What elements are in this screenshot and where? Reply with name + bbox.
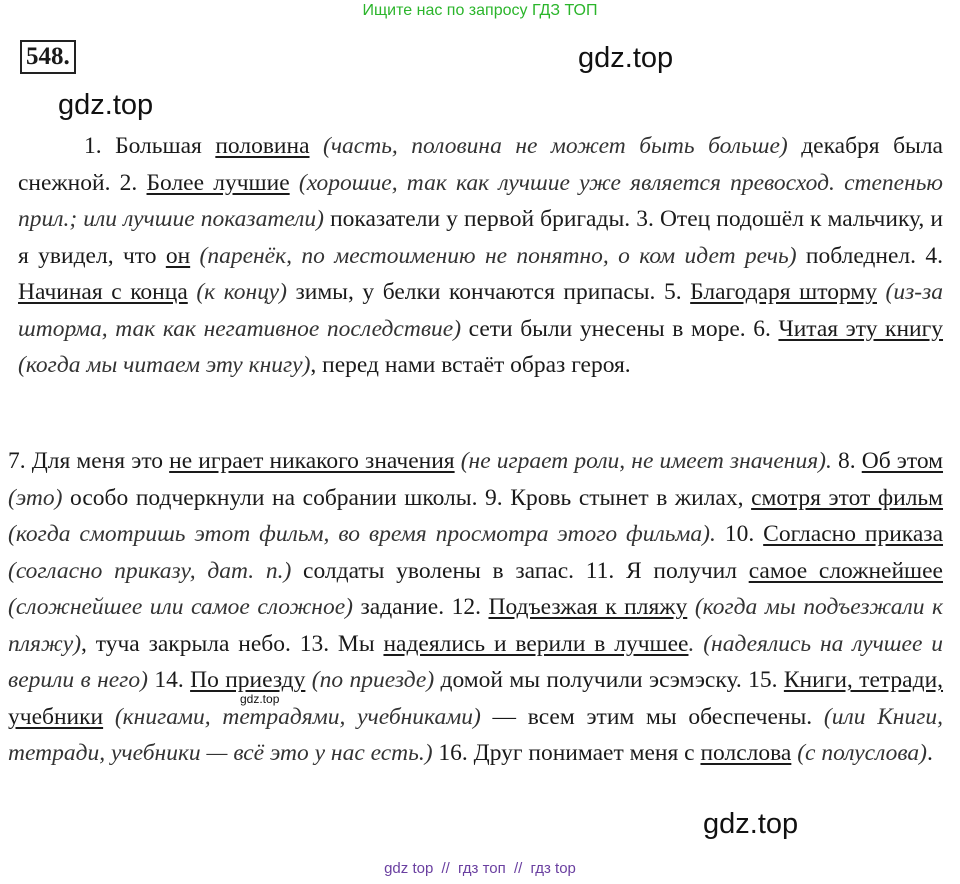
sentence-9: 9. Кровь стынет в жилах, смотря этот фильм (когда смотришь этот фильм, во время просмотра этого фильма). — [8, 484, 944, 547]
footer-link-gdz-top[interactable]: gdz top — [384, 860, 434, 877]
sentence-2: 2. Более лучшие (хорошие, так как лучшие уже является превосход. степенью прил.; или лучшие показатели) показатели у первой бригады. — [18, 169, 944, 232]
top-banner: Ищите нас по запросу ГДЗ ТОП — [362, 2, 598, 19]
sentence-16: 16. Друг понимает меня с полслова (с полуслова). — [432, 740, 933, 766]
sentence-10: 10. Согласно приказа (согласно приказу, дат. п.) солдаты уволены в запас. — [8, 521, 944, 584]
sentence-1: 1. Большая половина (часть, половина не может быть больше) декабря была снежной. — [18, 133, 943, 196]
footer-link-gdz-top-mixed[interactable]: гдз top — [530, 860, 576, 877]
sentence-11: 11. Я получил самое сложнейшее (сложнейшее или самое сложное) задание. — [8, 557, 943, 620]
footer-links — [0, 860, 960, 877]
sentence-14: 14. По приезду (по приезде) домой мы получили эсэмэску. — [154, 667, 749, 693]
exercise-number: 548. — [20, 40, 76, 74]
footer-separator: // — [513, 860, 523, 877]
footer-link-gdz-top-ru[interactable]: гдз топ — [458, 860, 506, 877]
sentence-12: 12. Подъезжая к пляжу (когда мы подъезжали к пляжу), туча закрыла небо. — [8, 594, 944, 657]
watermark-bottom-right: gdz.top — [703, 808, 799, 840]
sentence-4: 4. Начиная с конца (к концу) зимы, у белки кончаются припасы. — [18, 242, 943, 305]
sentence-8: 8. Об этом (это) особо подчеркнули на собрании школы. — [8, 448, 944, 511]
watermark-top-left: gdz.top — [58, 89, 154, 121]
sentence-6: 6. Читая эту книгу (когда мы читаем эту книгу), перед нами встаёт образ героя. — [18, 315, 944, 378]
watermark-top-right: gdz.top — [578, 42, 674, 74]
answer-paragraph-1 — [18, 128, 943, 384]
sentence-7: 7. Для меня это не играет никакого значения (не играет роли, не имеет значения). — [8, 448, 832, 474]
footer-separator: // — [441, 860, 450, 877]
sentence-5: 5. Благодаря шторму (из-за шторма, так как негативное последствие) сети были унесены в море. — [18, 279, 944, 342]
sentence-13: 13. Мы надеялись и верили в лучшее. (надеялись на лучшее и верили в него) — [8, 630, 943, 693]
watermark-small: gdz.top — [240, 692, 280, 706]
sentence-3: 3. Отец подошёл к мальчику, и я увидел, что он (паренёк, по местоимению не понятно, о ком идет речь) побледнел. — [18, 206, 943, 269]
sentence-15: 15. Книги, тетради, учебники (книгами, тетрадями, учебниками) — всем этим мы обеспечены. (или Книги, тетради, учебники — всё это у нас есть.) — [8, 667, 944, 766]
answer-paragraph-2 — [8, 443, 943, 772]
